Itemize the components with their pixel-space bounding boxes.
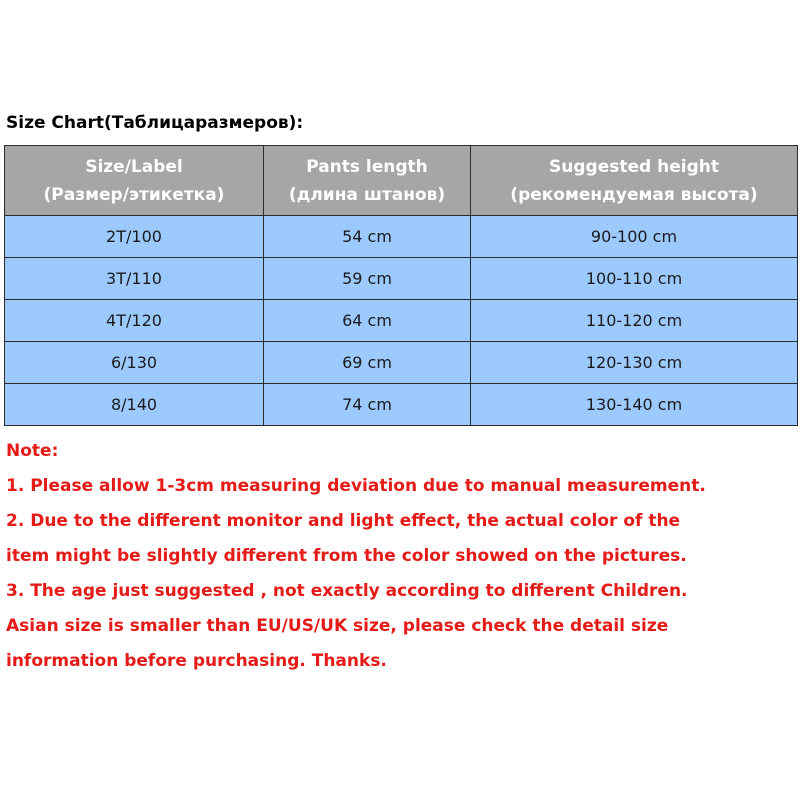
size-chart-title: Size Chart(Таблицаразмеров): <box>6 113 304 133</box>
cell-pants-length: 54 cm <box>264 216 471 258</box>
header-suggested-height-en: Suggested height <box>549 156 719 177</box>
note-line: 1. Please allow 1-3cm measuring deviation due to manual measurement. <box>6 476 706 496</box>
header-pants-length-en: Pants length <box>306 156 428 177</box>
cell-size: 6/130 <box>5 342 264 384</box>
cell-suggested-height: 130-140 cm <box>471 384 798 426</box>
note-line: item might be slightly different from the color showed on the pictures. <box>6 546 687 566</box>
cell-size: 2T/100 <box>5 216 264 258</box>
cell-size: 3T/110 <box>5 258 264 300</box>
header-size-label-ru: (Размер/этикетка) <box>43 184 225 205</box>
header-size-label-en: Size/Label <box>85 156 183 177</box>
notes-section <box>6 437 796 682</box>
header-suggested-height <box>471 146 798 216</box>
table-row <box>5 258 798 300</box>
header-suggested-height-ru: (рекомендуемая высота) <box>510 184 758 205</box>
note-line: 2. Due to the different monitor and light effect, the actual color of the <box>6 511 681 531</box>
note-line: information before purchasing. Thanks. <box>6 651 387 671</box>
header-size-label <box>5 146 264 216</box>
cell-pants-length: 74 cm <box>264 384 471 426</box>
header-pants-length <box>264 146 471 216</box>
cell-size: 4T/120 <box>5 300 264 342</box>
table-header-row <box>5 146 798 216</box>
table-row <box>5 216 798 258</box>
notes-heading: Note: <box>6 441 59 461</box>
cell-pants-length: 64 cm <box>264 300 471 342</box>
cell-suggested-height: 90-100 cm <box>471 216 798 258</box>
cell-suggested-height: 120-130 cm <box>471 342 798 384</box>
table-row <box>5 384 798 426</box>
note-line: 3. The age just suggested , not exactly according to different Children. <box>6 581 688 601</box>
cell-size: 8/140 <box>5 384 264 426</box>
note-line: Asian size is smaller than EU/US/UK size, please check the detail size <box>6 616 669 636</box>
cell-pants-length: 69 cm <box>264 342 471 384</box>
table-row <box>5 342 798 384</box>
cell-suggested-height: 100-110 cm <box>471 258 798 300</box>
cell-pants-length: 59 cm <box>264 258 471 300</box>
cell-suggested-height: 110-120 cm <box>471 300 798 342</box>
table-row <box>5 300 798 342</box>
header-pants-length-ru: (длина штанов) <box>288 184 446 205</box>
size-chart-table <box>4 145 798 426</box>
